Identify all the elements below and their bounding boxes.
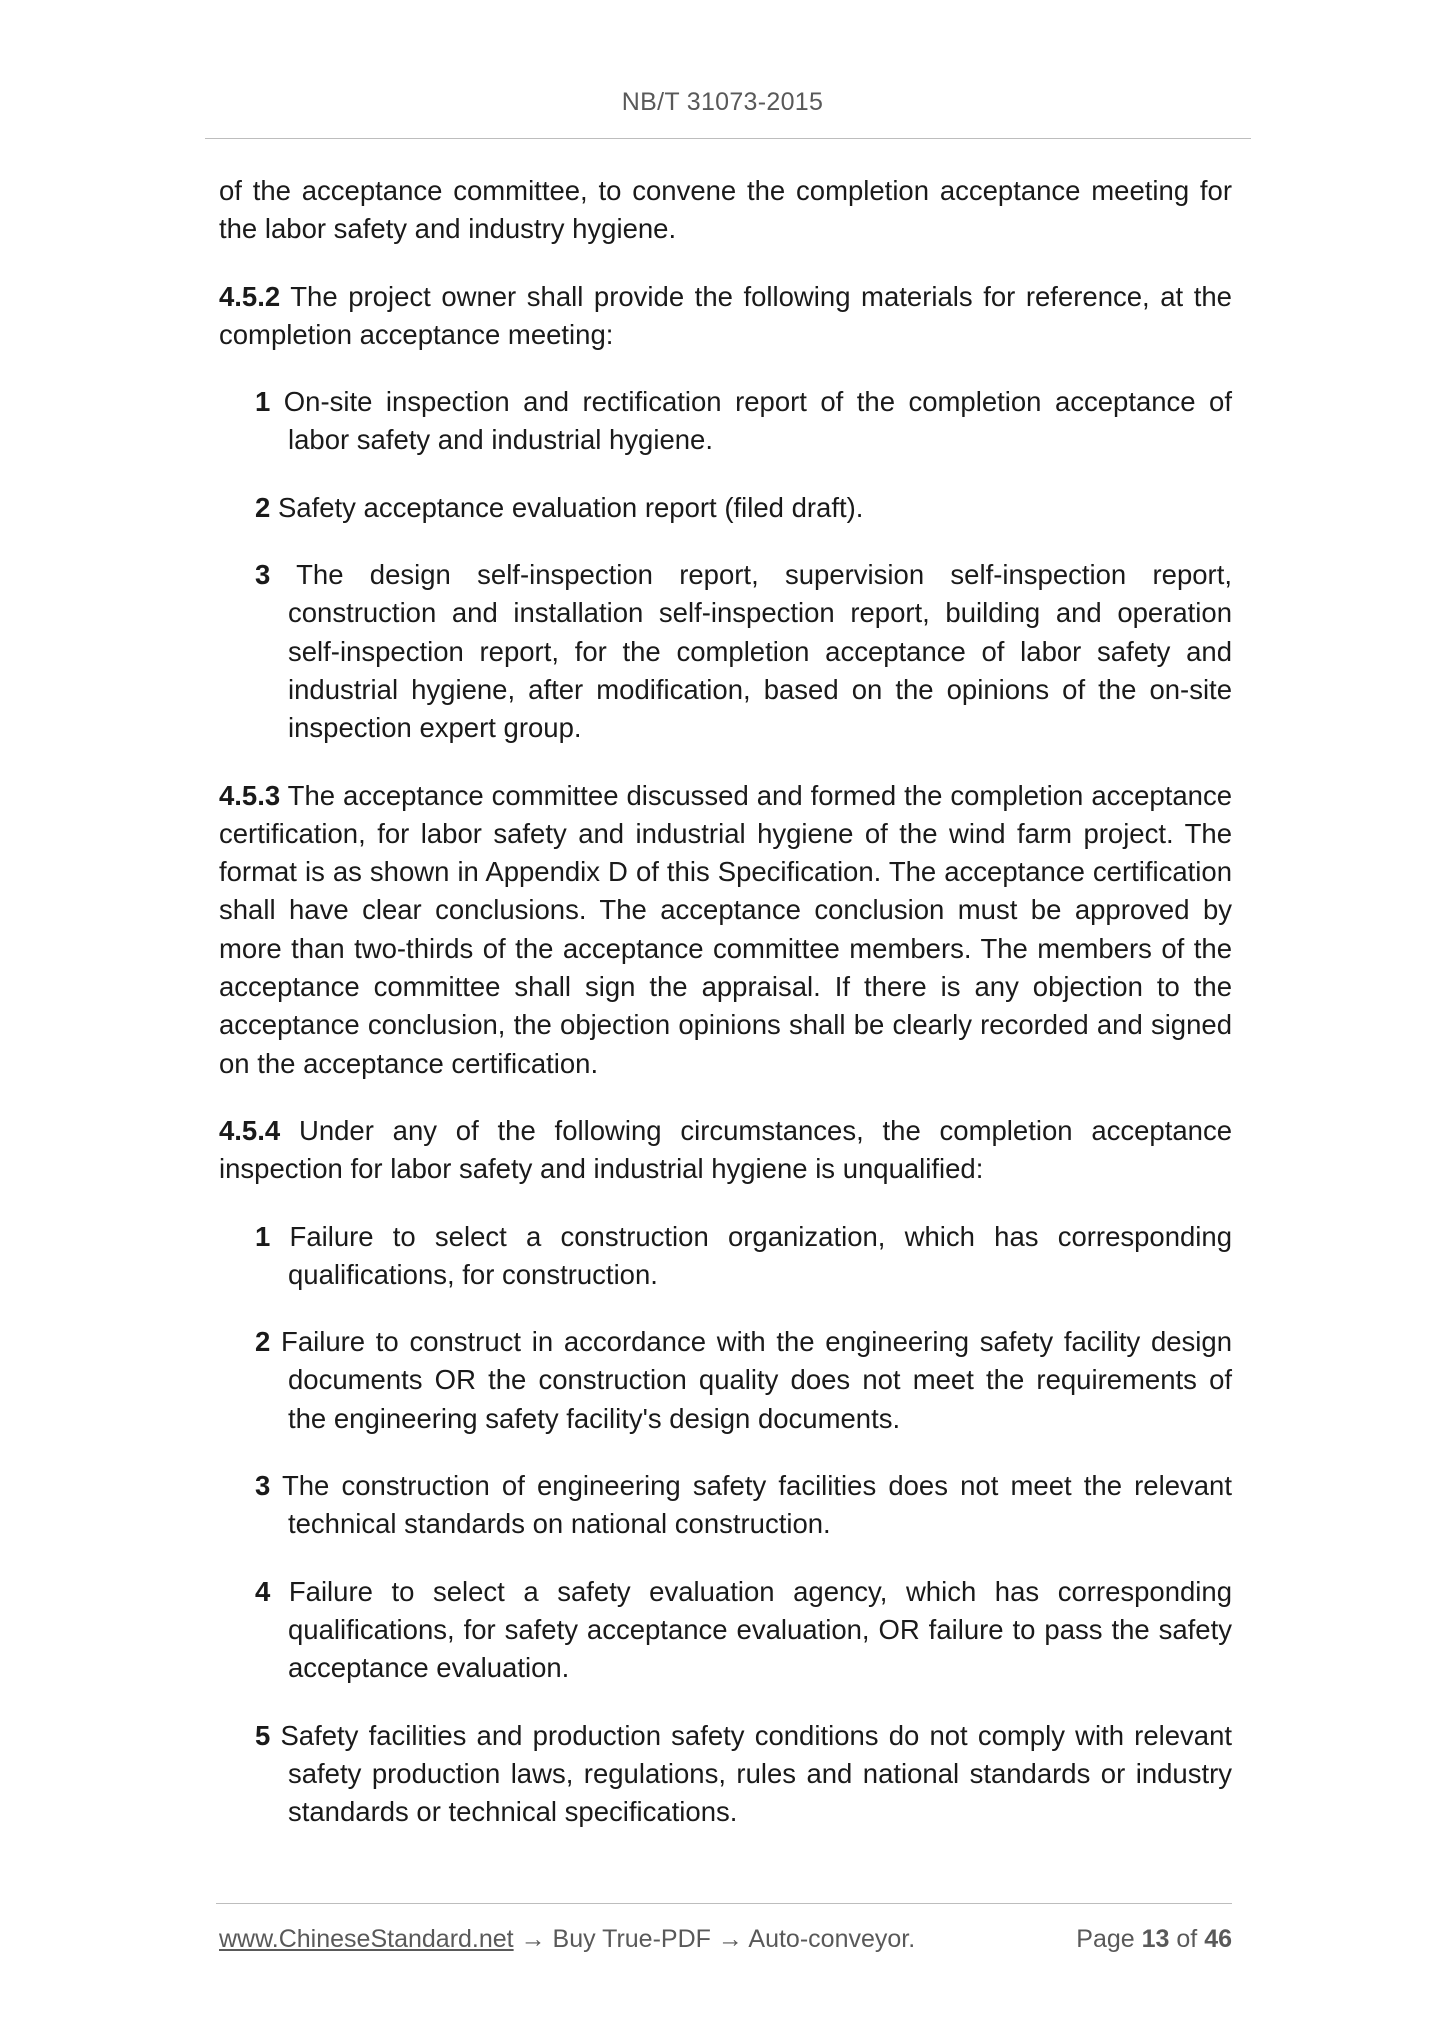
list-item xyxy=(219,1467,1232,1544)
list-item xyxy=(219,383,1232,460)
item-number: 3 xyxy=(255,1470,271,1502)
item-number: 1 xyxy=(255,1220,271,1252)
item-number: 3 xyxy=(255,559,271,591)
item-number: 4 xyxy=(255,1575,271,1607)
list-item xyxy=(219,489,1232,527)
page-body xyxy=(219,172,1232,1860)
header-divider xyxy=(205,138,1251,139)
list-item xyxy=(219,1218,1232,1295)
footer-tail-text: → Buy True-PDF → Auto-conveyor. xyxy=(520,1925,916,1953)
page-label: Page xyxy=(1076,1925,1135,1953)
item-number: 2 xyxy=(255,491,271,523)
list-item xyxy=(219,1717,1232,1832)
list-item xyxy=(219,1323,1232,1438)
item-text: Safety facilities and production safety conditions do not comply with relevant safety production laws, regulations, rules and national standards or industry standards or technical specifications. xyxy=(280,1719,1233,1828)
clause-4-5-4 xyxy=(219,1112,1232,1189)
of-label: of xyxy=(1176,1925,1198,1953)
item-text: Failure to select a safety evaluation agency, which has corresponding qualifications, for safety acceptance evaluation, OR failure to pass the safety acceptance evaluation. xyxy=(288,1575,1232,1684)
clause-number: 4.5.3 xyxy=(219,779,281,811)
list-item xyxy=(219,556,1232,747)
clause-text: The project owner shall provide the following materials for reference, at the completion acceptance meeting: xyxy=(219,280,1232,350)
clause-4-5-3 xyxy=(219,777,1232,1083)
item-text: Failure to select a construction organization, which has corresponding qualifications, for construction. xyxy=(288,1220,1232,1290)
item-text: The design self-inspection report, supervision self-inspection report, construction and installation self-inspection report, building and operation self-inspection report, for the completion acceptance of labor safety and industrial hygiene, after modification, based on the opinions of the on-site inspection expert group. xyxy=(288,559,1232,744)
page-total: 46 xyxy=(1204,1925,1232,1953)
clause-text: Under any of the following circumstances, the completion acceptance inspection for labor safety and industrial hygiene is unqualified: xyxy=(219,1114,1232,1185)
clause-number: 4.5.2 xyxy=(219,280,281,312)
item-text: Failure to construct in accordance with the engineering safety facility design documents OR the construction quality does not meet the requirements of the engineering safety facility's design documents. xyxy=(281,1326,1232,1434)
clause-4-5-2 xyxy=(219,278,1232,355)
page-current: 13 xyxy=(1141,1925,1170,1953)
document-header: NB/T 31073-2015 xyxy=(621,88,824,116)
item-text: Safety acceptance evaluation report (filed draft). xyxy=(277,491,864,523)
page-indicator xyxy=(1076,1925,1232,1954)
clause-number: 4.5.4 xyxy=(219,1114,281,1146)
website-link[interactable]: www.ChineseStandard.net xyxy=(219,1925,514,1953)
intro-paragraph: of the acceptance committee, to convene the completion acceptance meeting for the labor safety and industry hygiene. xyxy=(219,175,1232,245)
item-text: The construction of engineering safety facilities does not meet the relevant technical standards on national construction. xyxy=(281,1470,1232,1540)
footer-divider xyxy=(216,1903,1232,1904)
item-number: 2 xyxy=(255,1326,271,1358)
footer-left xyxy=(219,1925,915,1954)
item-text: On-site inspection and rectification report of the completion acceptance of labor safety and industrial hygiene. xyxy=(283,386,1232,456)
clause-text: The acceptance committee discussed and formed the completion acceptance certification, for labor safety and industrial hygiene of the wind farm project. The format is as shown in Appendix D of this Specification. The acceptance certification shall have clear conclusions. The acceptance conclusion must be approved by more than two-thirds of the acceptance committee members. The members of the acceptance committee shall sign the appraisal. If there is any objection to the acceptance conclusion, the objection opinions shall be clearly recorded and signed on the acceptance certification. xyxy=(219,779,1232,1079)
item-number: 1 xyxy=(255,386,271,418)
item-number: 5 xyxy=(255,1719,271,1751)
list-item xyxy=(219,1573,1232,1688)
